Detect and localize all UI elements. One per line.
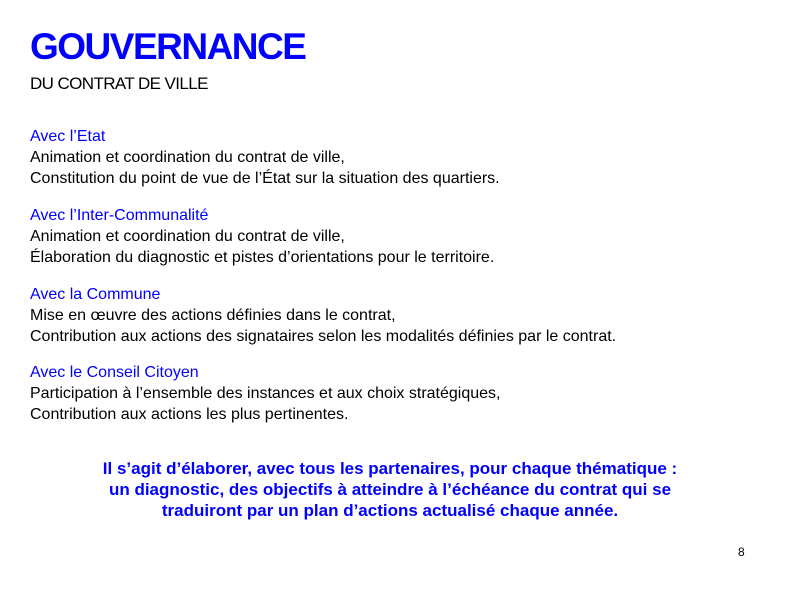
section-heading: Avec l’Inter-Communalité xyxy=(30,207,209,224)
slide-title: GOUVERNANCE xyxy=(30,26,306,67)
section-line: Animation et coordination du contrat de ville, xyxy=(30,149,345,166)
section-line: Animation et coordination du contrat de ville, xyxy=(30,228,345,245)
section-line: Constitution du point de vue de l’État sur la situation des quartiers. xyxy=(30,170,500,187)
section-line: Participation à l’ensemble des instances et aux choix stratégiques, xyxy=(30,385,501,402)
section-line: Contribution aux actions des signataires selon les modalités définies par le contrat. xyxy=(30,328,617,345)
section-heading: Avec le Conseil Citoyen xyxy=(30,364,199,381)
page-number: 8 xyxy=(738,545,745,559)
section-conseil-citoyen xyxy=(30,362,775,425)
conclusion-statement xyxy=(30,458,750,521)
section-etat xyxy=(30,126,775,189)
slide-subtitle: DU CONTRAT DE VILLE xyxy=(30,74,208,93)
conclusion-line: un diagnostic, des objectifs à atteindre à l’échéance du contrat qui se xyxy=(108,480,672,499)
section-commune xyxy=(30,284,775,347)
section-line: Contribution aux actions les plus pertinentes. xyxy=(30,406,349,423)
conclusion-line: traduiront par un plan d’actions actualisé chaque année. xyxy=(161,501,619,520)
section-line: Élaboration du diagnostic et pistes d’orientations pour le territoire. xyxy=(30,249,495,266)
conclusion-line: Il s’agit d’élaborer, avec tous les partenaires, pour chaque thématique : xyxy=(102,459,678,478)
section-line: Mise en œuvre des actions définies dans le contrat, xyxy=(30,307,396,324)
section-heading: Avec l’Etat xyxy=(30,128,106,145)
section-heading: Avec la Commune xyxy=(30,286,161,303)
section-inter-communalite xyxy=(30,205,775,268)
